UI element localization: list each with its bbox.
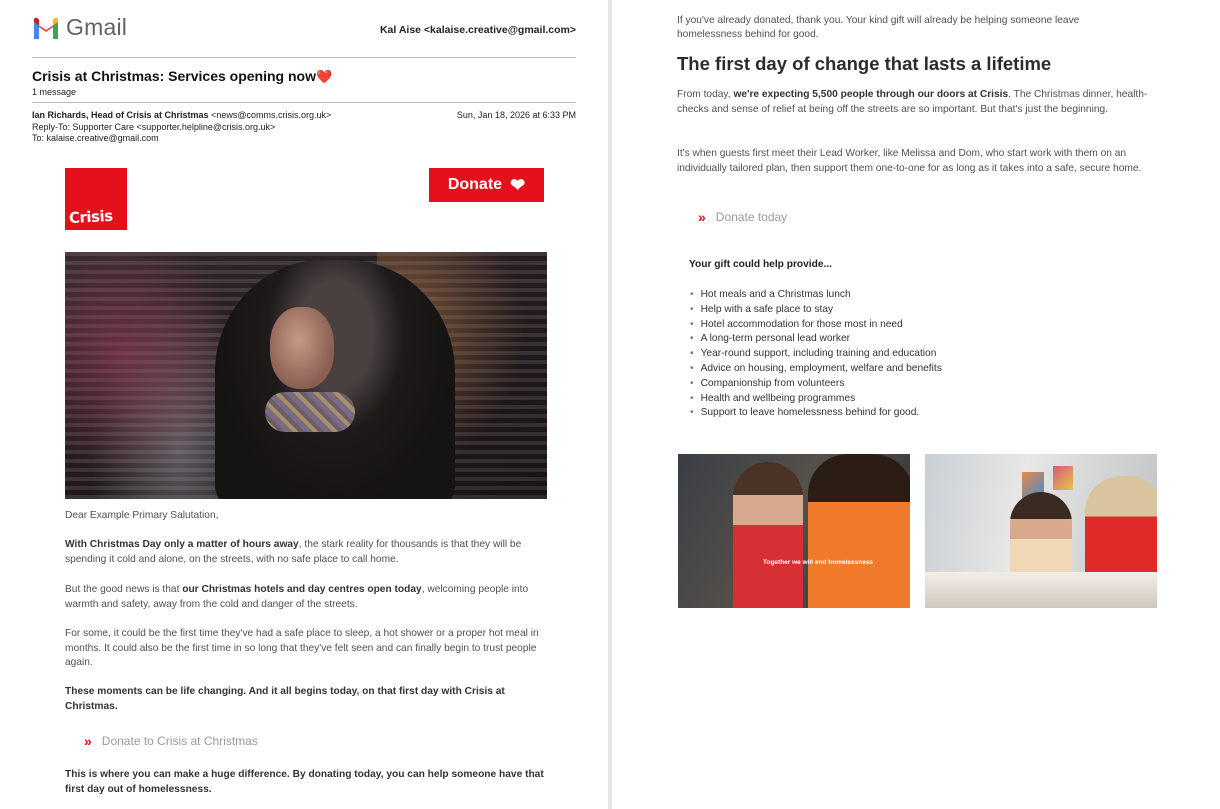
cta-label: Donate to Crisis at Christmas [101,734,258,748]
paragraph-3: For some, it could be the first time they've had a safe place to sleep, a hot shower or a proper hot meal in months. It could also be the first time in so long that they've felt seen and can finally begin to trust people again. [65,628,539,669]
bullet-icon: • [690,348,694,360]
gmail-m-icon [32,17,60,39]
p2-bold: our Christmas hotels and day centres open today [182,584,422,595]
email-page-left [0,0,608,809]
gift-item-label: Help with a safe place to stay [700,303,834,315]
sender-block [32,110,331,145]
crisis-logo-text: Crisis [68,206,113,228]
p1-bold: With Christmas Day only a matter of hours away [65,539,299,550]
bullet-icon: • [690,407,694,419]
gift-list [690,288,942,421]
double-chevron-icon: » [698,209,706,225]
gift-item-label: Year-round support, including training and education [700,348,937,360]
paragraph-6 [677,88,1162,117]
divider [32,102,576,103]
gift-list-item [690,406,942,421]
volunteer-photo-1 [678,454,910,608]
gift-list-item [690,392,942,407]
p6-rest: . The Christmas dinner, health-checks and sense of relief at being off the streets are so important. But that's just the beginning. [677,89,1148,115]
crisis-logo[interactable] [65,168,127,230]
paragraph-4: These moments can be life changing. And it all begins today, on that first day with Crisis at Christmas. [65,686,505,712]
recipient: To: kalaise.creative@gmail.com [32,133,159,143]
donate-label: Donate [447,176,503,193]
double-chevron-icon: » [84,733,92,749]
tshirt-text: Together we will end homelessness [763,559,874,566]
email-page-right [612,0,1220,809]
paragraph-5: This is where you can make a huge difference. By donating today, you can help someone have that first day out of homelessness. [65,769,544,795]
gift-item-label: Health and wellbeing programmes [700,392,856,404]
divider [32,57,576,58]
donate-christmas-link[interactable] [84,733,258,749]
account-label: Kal Aise <kalaise.creative@gmail.com> [379,24,576,36]
gift-list-item [690,332,942,347]
reply-to: Reply-To: Supporter Care <supporter.helpline@crisis.org.uk> [32,121,276,132]
section-heading: The first day of change that lasts a lifetime [677,53,1052,74]
gift-list-item [690,347,942,362]
p2-rest: , welcoming people into warmth and safety, away from the cold and danger of the streets. [65,584,529,610]
message-count: 1 message [32,87,77,97]
paragraph-7: It's when guests first meet their Lead Worker, like Melissa and Dom, who start work with them on an individually tailored plan, then support them one-to-one for as long as it takes into a safe, secure home. [677,148,1142,174]
bullet-icon: • [690,362,694,374]
intro-paragraph: If you've already donated, thank you. Your kind gift will already be helping someone leave homelessness behind for good. [677,15,1080,40]
sender-name: Ian Richards, Head of Crisis at Christmas [32,110,209,120]
gift-item-label: Support to leave homelessness behind for good. [700,407,920,419]
bullet-icon: • [690,392,694,404]
gift-title: Your gift could help provide... [689,259,833,270]
p1-rest: , the stark reality for thousands is that they will be spending it cold and alone, on the streets, with no safe place to call home. [65,539,522,565]
donate-today-link[interactable] [698,209,787,225]
greeting: Dear Example Primary Salutation, [65,510,219,521]
gmail-wordmark: Gmail [66,14,128,40]
gift-item-label: Hot meals and a Christmas lunch [700,289,851,300]
hero-image [65,252,547,499]
red-heart-emoji: ❤️ [315,69,333,84]
bullet-icon: • [690,289,694,300]
p6-bold: we're expecting 5,500 people through our doors at Crisis [733,89,1009,100]
email-subject [32,68,332,85]
paragraph-1 [65,538,545,567]
message-date: Sun, Jan 18, 2026 at 6:33 PM [456,110,576,120]
bullet-icon: • [690,303,694,315]
gift-item-label: A long-term personal lead worker [700,333,851,345]
gift-list-item [690,303,942,318]
paragraph-2 [65,583,545,612]
donate-button[interactable] [429,168,544,202]
gift-list-item [690,377,942,392]
gift-item-label: Advice on housing, employment, welfare and benefits [700,362,942,374]
gift-item-label: Companionship from volunteers [700,377,845,389]
gift-list-item [690,318,942,333]
subject-text: Crisis at Christmas: Services opening now [32,68,316,84]
cta-label: Donate today [715,210,788,224]
p2-start: But the good news is that [65,584,183,595]
sender-address: <news@comms.crisis.org.uk> [211,110,332,120]
gift-item-label: Hotel accommodation for those most in need [700,318,903,330]
gift-list-item [690,288,942,303]
volunteer-photo-2 [925,454,1157,608]
gmail-logo[interactable] [32,14,127,41]
bullet-icon: • [690,318,694,330]
gift-list-item [690,362,942,377]
bullet-icon: • [690,377,694,389]
p6-start: From today, [677,89,734,100]
bullet-icon: • [690,333,694,345]
heart-icon: ❤ [510,175,526,195]
